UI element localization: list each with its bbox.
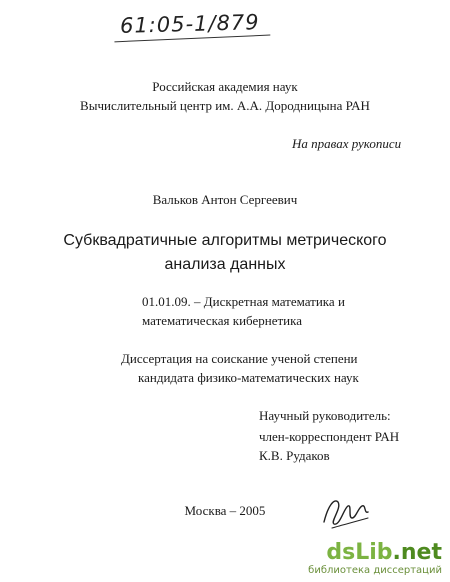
dissertation-line-2: кандидата физико-математических наук [138,370,359,385]
logo-text-main: dsLib [326,540,393,565]
thesis-title-line-1: Субквадратичные алгоритмы метрического [63,232,387,249]
supervisor-name: К.В. Рудаков [259,448,330,463]
thesis-title-line-2: анализа данных [164,256,286,273]
dslib-watermark[interactable] [308,542,442,576]
rights-note: На правах рукописи [292,136,402,151]
organization-line-1: Российская академия наук [152,79,298,94]
organization-line-2: Вычислительный центр им. А.А. Дородницына РАН [80,98,370,113]
specialty-line-1: 01.01.09. – Дискретная математика и [142,294,345,309]
dslib-logo [308,542,442,564]
author-name: Вальков Антон Сергеевич [152,192,298,207]
specialty-line-2: математическая кибернетика [142,313,302,328]
logo-text-domain: .net [392,540,442,565]
supervisor-rank: член-корреспондент РАН [259,429,400,444]
handwritten-catalog-number: 61:05-1/879 [119,10,260,38]
dissertation-line-1: Диссертация на соискание ученой степени [121,351,358,366]
supervisor-title: Научный руководитель: [259,408,391,423]
place-and-year: Москва – 2005 [184,503,266,518]
dslib-tagline: библиотека диссертаций [308,565,442,576]
